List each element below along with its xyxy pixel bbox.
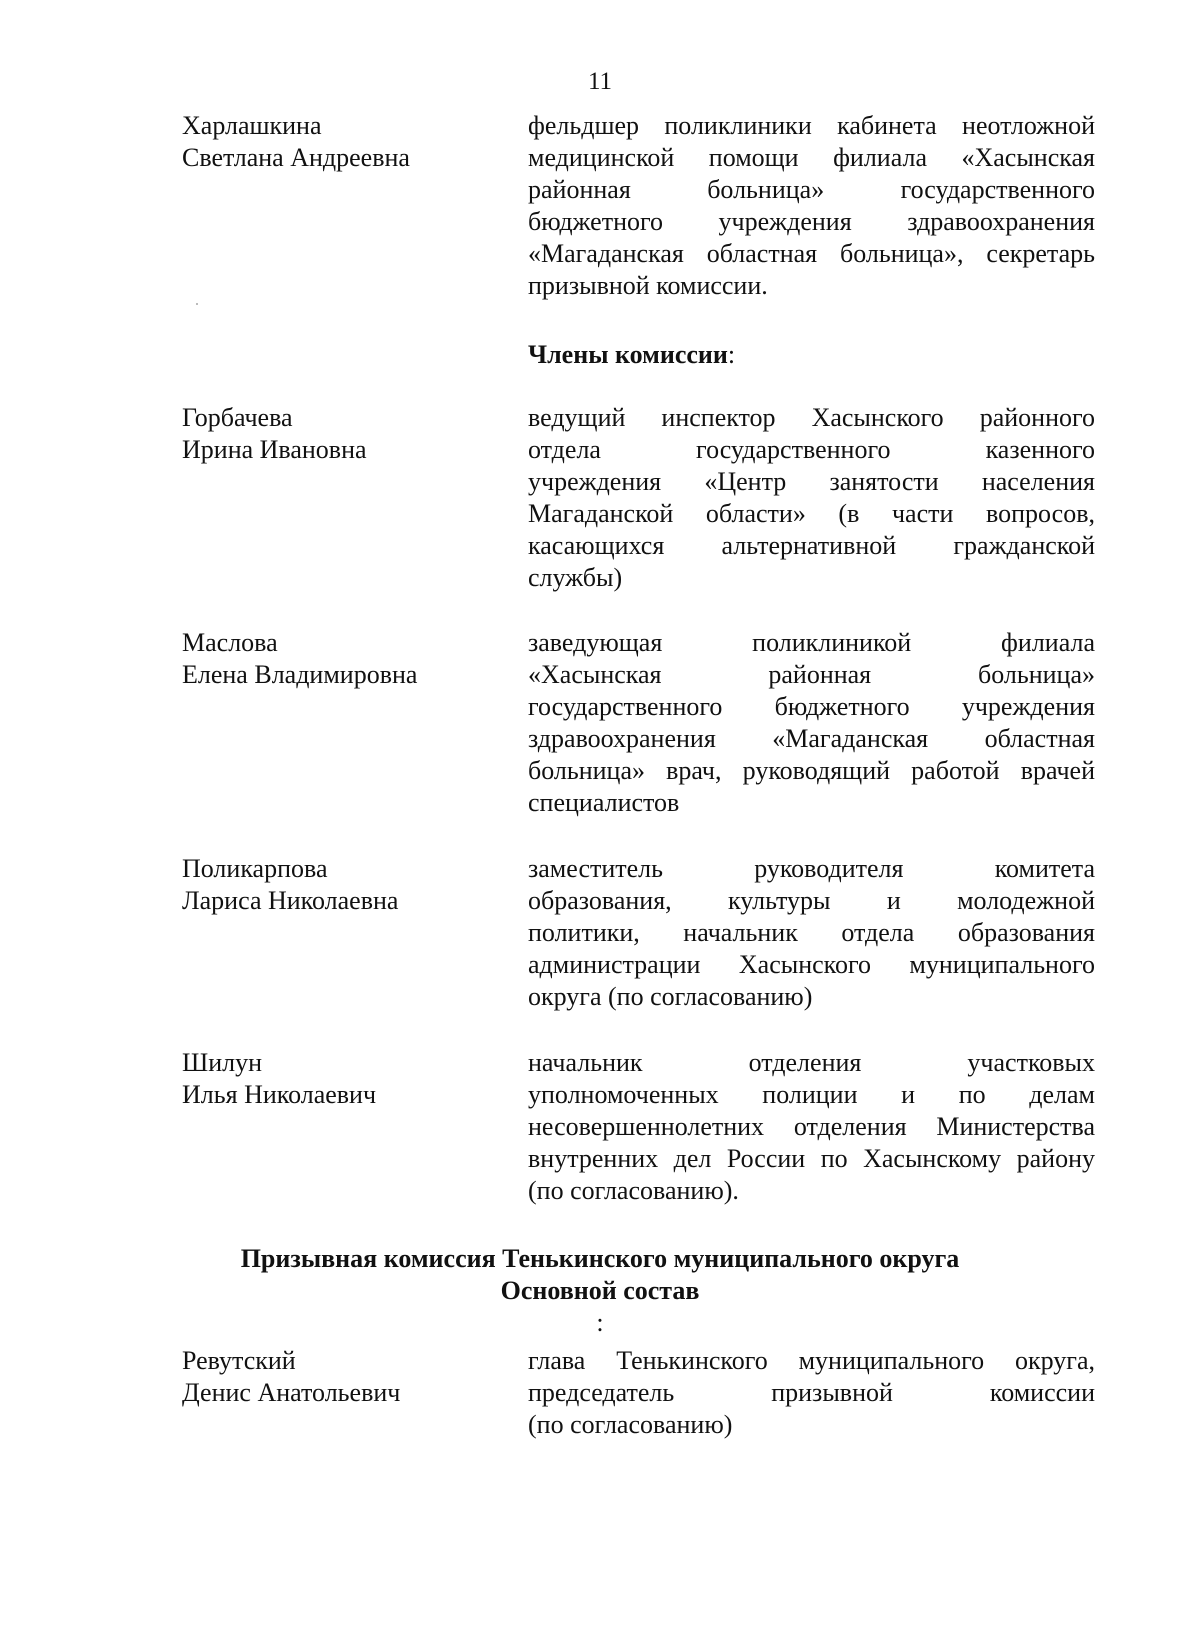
member-role — [528, 1047, 1095, 1207]
role-line: образования, культуры и молодежной — [528, 886, 1095, 915]
role-line: медицинской помощи филиала «Хасынская — [528, 143, 1095, 172]
members-heading-colon: : — [727, 340, 736, 369]
role-line: призывной комиссии. — [528, 271, 768, 300]
role-line: Магаданской области» (в части вопросов, — [528, 499, 1095, 528]
role-line: администрации Хасынского муниципального — [528, 950, 1095, 979]
role-line: здравоохранения «Магаданская областная — [528, 724, 1095, 753]
role-line: касающихся альтернативной гражданской — [528, 531, 1095, 560]
members-heading-text: Члены комиссии — [528, 340, 728, 369]
member-name — [182, 853, 512, 917]
role-line: ведущий инспектор Хасынского районного — [528, 403, 1095, 432]
role-line: районная больница» государственного — [528, 175, 1095, 204]
scan-speck — [196, 303, 198, 305]
member-given-names: Лариса Николаевна — [182, 886, 399, 915]
role-line: бюджетного учреждения здравоохранения — [528, 207, 1095, 236]
member-name — [182, 402, 512, 466]
role-line: начальник отделения участковых — [528, 1048, 1095, 1077]
role-line: председатель призывной комиссии — [528, 1378, 1095, 1407]
member-role — [528, 1345, 1095, 1441]
member-name — [182, 110, 512, 174]
section-subtitle-text: Основной состав — [500, 1276, 700, 1305]
role-line: «Хасынская районная больница» — [528, 660, 1095, 689]
role-line: отдела государственного казенного — [528, 435, 1095, 464]
member-surname: Харлашкина — [182, 111, 322, 140]
member-role — [528, 627, 1095, 819]
member-role — [528, 110, 1095, 302]
members-heading — [528, 340, 735, 370]
section-title — [0, 1243, 1200, 1339]
role-line: внутренних дел России по Хасынскому району — [528, 1144, 1095, 1173]
role-line: учреждения «Центр занятости населения — [528, 467, 1095, 496]
role-line: фельдшер поликлиники кабинета неотложной — [528, 111, 1095, 140]
role-line: больница» врач, руководящий работой врачей — [528, 756, 1095, 785]
role-line: глава Тенькинского муниципального округа, — [528, 1346, 1095, 1375]
member-role — [528, 853, 1095, 1013]
member-name — [182, 1345, 512, 1409]
member-surname: Ревутский — [182, 1346, 296, 1375]
role-line: (по согласованию). — [528, 1176, 739, 1205]
role-line: политики, начальник отдела образования — [528, 918, 1095, 947]
member-surname: Горбачева — [182, 403, 293, 432]
member-given-names: Денис Анатольевич — [182, 1378, 401, 1407]
member-role — [528, 402, 1095, 594]
role-line: уполномоченных полиции и по делам — [528, 1080, 1095, 1109]
role-line: службы) — [528, 563, 623, 592]
member-name — [182, 627, 512, 691]
role-line: (по согласованию) — [528, 1410, 733, 1439]
member-given-names: Елена Владимировна — [182, 660, 418, 689]
role-line: заведующая поликлиникой филиала — [528, 628, 1095, 657]
member-given-names: Ирина Ивановна — [182, 435, 367, 464]
member-surname: Шилун — [182, 1048, 263, 1077]
role-line: «Магаданская областная больница», секретарь — [528, 239, 1095, 268]
member-surname: Маслова — [182, 628, 278, 657]
member-surname: Поликарпова — [182, 854, 328, 883]
role-line: государственного бюджетного учреждения — [528, 692, 1095, 721]
section-title-line: Призывная комиссия Тенькинского муниципального округа — [240, 1244, 960, 1273]
section-subtitle-colon: : — [596, 1308, 604, 1337]
member-given-names: Светлана Андреевна — [182, 143, 410, 172]
member-given-names: Илья Николаевич — [182, 1080, 377, 1109]
role-line: несовершеннолетних отделения Министерства — [528, 1112, 1095, 1141]
role-line: округа (по согласованию) — [528, 982, 813, 1011]
member-name — [182, 1047, 512, 1111]
role-line: специалистов — [528, 788, 680, 817]
page-number: 11 — [587, 68, 613, 95]
section-subtitle — [0, 1275, 1200, 1339]
role-line: заместитель руководителя комитета — [528, 854, 1095, 883]
